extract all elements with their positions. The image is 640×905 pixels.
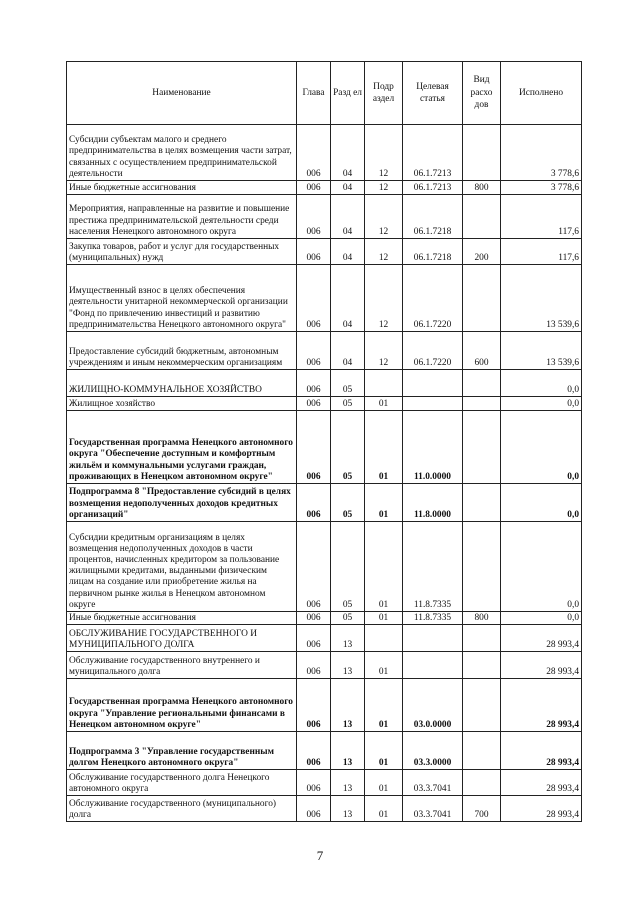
row-subsection: 01 bbox=[365, 679, 403, 732]
row-name: Государственная программа Ненецкого автономного округа "Управление региональными финансами в Ненецком автономном округе" bbox=[67, 679, 297, 732]
row-executed: 117,6 bbox=[501, 239, 582, 265]
row-chapter: 006 bbox=[297, 732, 331, 770]
row-section: 13 bbox=[331, 796, 365, 822]
table-row bbox=[67, 522, 582, 612]
row-subsection: 12 bbox=[365, 181, 403, 195]
row-subsection: 12 bbox=[365, 239, 403, 265]
row-subsection: 01 bbox=[365, 770, 403, 796]
row-section: 05 bbox=[331, 484, 365, 522]
row-executed: 0,0 bbox=[501, 484, 582, 522]
row-chapter: 006 bbox=[297, 679, 331, 732]
row-section: 13 bbox=[331, 770, 365, 796]
row-expense-type bbox=[463, 411, 501, 484]
row-name: ОБСЛУЖИВАНИЕ ГОСУДАРСТВЕННОГО И МУНИЦИПАЛЬНОГО ДОЛГА bbox=[67, 625, 297, 652]
row-subsection: 01 bbox=[365, 522, 403, 612]
row-section: 13 bbox=[331, 625, 365, 652]
row-expense-type: 800 bbox=[463, 612, 501, 625]
row-target: 06.1.7220 bbox=[403, 332, 463, 370]
table-row bbox=[67, 195, 582, 239]
row-executed: 13 539,6 bbox=[501, 265, 582, 332]
row-executed: 28 993,4 bbox=[501, 625, 582, 652]
row-expense-type bbox=[463, 770, 501, 796]
row-name: Закупка товаров, работ и услуг для государственных (муниципальных) нужд bbox=[67, 239, 297, 265]
row-chapter: 006 bbox=[297, 796, 331, 822]
table-row bbox=[67, 796, 582, 822]
row-name: Мероприятия, направленные на развитие и повышение престижа предпринимательской деятельности среди населения Ненецкого автономного округа bbox=[67, 195, 297, 239]
row-target: 03.3.7041 bbox=[403, 796, 463, 822]
row-executed: 28 993,4 bbox=[501, 770, 582, 796]
row-chapter: 006 bbox=[297, 265, 331, 332]
row-chapter: 006 bbox=[297, 411, 331, 484]
row-expense-type: 800 bbox=[463, 181, 501, 195]
row-target: 06.1.7213 bbox=[403, 181, 463, 195]
row-section: 13 bbox=[331, 652, 365, 679]
row-chapter: 006 bbox=[297, 125, 331, 181]
row-target: 11.8.7335 bbox=[403, 522, 463, 612]
row-name: Субсидии кредитным организациям в целях возмещения недополученных доходов в части процентов, начисленных кредитором за пользование жилищными кредитами, выданными физическим лицам на создание или приобретение жилья на первичном рынке жилья в Ненецком автономном округе bbox=[67, 522, 297, 612]
row-executed: 28 993,4 bbox=[501, 732, 582, 770]
row-expense-type bbox=[463, 265, 501, 332]
table-row bbox=[67, 484, 582, 522]
row-chapter: 006 bbox=[297, 652, 331, 679]
table-row bbox=[67, 397, 582, 411]
header-chapter: Глава bbox=[297, 62, 331, 125]
row-chapter: 006 bbox=[297, 612, 331, 625]
row-name: Имущественный взнос в целях обеспечения деятельности унитарной некоммерческой организации "Фонд по привлечению инвестиций и развитию предпринимательства Ненецкого автономного округа" bbox=[67, 265, 297, 332]
row-name: Государственная программа Ненецкого автономного округа "Обеспечение доступным и комфортным жильём и коммунальными услугами граждан, проживающих в Ненецком автономном округе" bbox=[67, 411, 297, 484]
row-chapter: 006 bbox=[297, 195, 331, 239]
row-section: 05 bbox=[331, 522, 365, 612]
row-chapter: 006 bbox=[297, 397, 331, 411]
row-section: 05 bbox=[331, 397, 365, 411]
row-chapter: 006 bbox=[297, 770, 331, 796]
header-name: Наименование bbox=[67, 62, 297, 125]
row-subsection: 01 bbox=[365, 411, 403, 484]
row-name: Обслуживание государственного (муниципального) долга bbox=[67, 796, 297, 822]
table-row bbox=[67, 239, 582, 265]
page-number: 7 bbox=[316, 848, 324, 863]
row-section: 05 bbox=[331, 370, 365, 397]
row-section: 04 bbox=[331, 181, 365, 195]
row-expense-type: 600 bbox=[463, 332, 501, 370]
row-target: 03.0.0000 bbox=[403, 679, 463, 732]
header-target: Целевая статья bbox=[403, 62, 463, 125]
row-executed: 0,0 bbox=[501, 370, 582, 397]
row-chapter: 006 bbox=[297, 370, 331, 397]
row-name: Иные бюджетные ассигнования bbox=[67, 612, 297, 625]
row-section: 13 bbox=[331, 679, 365, 732]
row-subsection: 01 bbox=[365, 484, 403, 522]
row-expense-type bbox=[463, 522, 501, 612]
table-row bbox=[67, 625, 582, 652]
row-chapter: 006 bbox=[297, 625, 331, 652]
row-executed: 28 993,4 bbox=[501, 652, 582, 679]
row-chapter: 006 bbox=[297, 522, 331, 612]
row-name: Обслуживание государственного внутреннего и муниципального долга bbox=[67, 652, 297, 679]
row-target bbox=[403, 625, 463, 652]
row-target: 06.1.7218 bbox=[403, 239, 463, 265]
row-executed: 0,0 bbox=[501, 397, 582, 411]
row-target bbox=[403, 397, 463, 411]
row-target: 06.1.7218 bbox=[403, 195, 463, 239]
table-row bbox=[67, 652, 582, 679]
table-row bbox=[67, 125, 582, 181]
row-chapter: 006 bbox=[297, 181, 331, 195]
row-subsection: 01 bbox=[365, 397, 403, 411]
row-name: Иные бюджетные ассигнования bbox=[67, 181, 297, 195]
row-name: Субсидии субъектам малого и среднего предпринимательства в целях возмещения части затрат, связанных с осуществлением предпринимательской деятельности bbox=[67, 125, 297, 181]
header-section: Разд ел bbox=[331, 62, 365, 125]
row-target: 06.1.7220 bbox=[403, 265, 463, 332]
row-expense-type bbox=[463, 195, 501, 239]
row-expense-type bbox=[463, 732, 501, 770]
table-row bbox=[67, 370, 582, 397]
row-executed: 117,6 bbox=[501, 195, 582, 239]
table-row bbox=[67, 332, 582, 370]
row-subsection: 01 bbox=[365, 732, 403, 770]
table-row bbox=[67, 181, 582, 195]
row-section: 04 bbox=[331, 195, 365, 239]
row-expense-type bbox=[463, 625, 501, 652]
row-executed: 28 993,4 bbox=[501, 796, 582, 822]
table-header-row bbox=[67, 62, 582, 125]
row-target: 11.8.0000 bbox=[403, 484, 463, 522]
row-expense-type: 700 bbox=[463, 796, 501, 822]
row-subsection: 12 bbox=[365, 195, 403, 239]
header-executed: Исполнено bbox=[501, 62, 582, 125]
row-subsection: 12 bbox=[365, 125, 403, 181]
row-executed: 13 539,6 bbox=[501, 332, 582, 370]
row-expense-type bbox=[463, 397, 501, 411]
row-target: 06.1.7213 bbox=[403, 125, 463, 181]
row-expense-type bbox=[463, 679, 501, 732]
row-target: 03.3.0000 bbox=[403, 732, 463, 770]
row-section: 04 bbox=[331, 265, 365, 332]
row-expense-type bbox=[463, 652, 501, 679]
row-name: Обслуживание государственного долга Ненецкого автономного округа bbox=[67, 770, 297, 796]
row-subsection: 01 bbox=[365, 612, 403, 625]
table-row bbox=[67, 612, 582, 625]
row-section: 05 bbox=[331, 612, 365, 625]
table-row bbox=[67, 770, 582, 796]
table-row bbox=[67, 265, 582, 332]
row-expense-type bbox=[463, 370, 501, 397]
row-name: Подпрограмма 3 "Управление государственным долгом Ненецкого автономного округа" bbox=[67, 732, 297, 770]
row-subsection: 12 bbox=[365, 332, 403, 370]
header-expense-type: Вид расхо дов bbox=[463, 62, 501, 125]
row-section: 04 bbox=[331, 239, 365, 265]
row-target: 11.8.7335 bbox=[403, 612, 463, 625]
row-subsection: 01 bbox=[365, 796, 403, 822]
row-target bbox=[403, 652, 463, 679]
table-body bbox=[67, 125, 582, 822]
row-executed: 0,0 bbox=[501, 612, 582, 625]
row-name: Предоставление субсидий бюджетным, автономным учреждениям и иным некоммерческим организациям bbox=[67, 332, 297, 370]
row-target bbox=[403, 370, 463, 397]
row-executed: 3 778,6 bbox=[501, 125, 582, 181]
row-section: 04 bbox=[331, 332, 365, 370]
row-subsection: 01 bbox=[365, 652, 403, 679]
row-executed: 0,0 bbox=[501, 522, 582, 612]
row-expense-type bbox=[463, 125, 501, 181]
row-executed: 0,0 bbox=[501, 411, 582, 484]
table-row bbox=[67, 411, 582, 484]
row-expense-type bbox=[463, 484, 501, 522]
row-name: Подпрограмма 8 "Предоставление субсидий в целях возмещения недополученных доходов кредитных организаций" bbox=[67, 484, 297, 522]
row-executed: 28 993,4 bbox=[501, 679, 582, 732]
row-chapter: 006 bbox=[297, 239, 331, 265]
row-name: ЖИЛИЩНО-КОММУНАЛЬНОЕ ХОЗЯЙСТВО bbox=[67, 370, 297, 397]
row-subsection bbox=[365, 370, 403, 397]
row-subsection bbox=[365, 625, 403, 652]
row-subsection: 12 bbox=[365, 265, 403, 332]
table-row bbox=[67, 732, 582, 770]
row-chapter: 006 bbox=[297, 484, 331, 522]
row-section: 04 bbox=[331, 125, 365, 181]
row-section: 05 bbox=[331, 411, 365, 484]
row-target: 03.3.7041 bbox=[403, 770, 463, 796]
row-section: 13 bbox=[331, 732, 365, 770]
row-name: Жилищное хозяйство bbox=[67, 397, 297, 411]
header-subsection: Подр аздел bbox=[365, 62, 403, 125]
row-executed: 3 778,6 bbox=[501, 181, 582, 195]
row-chapter: 006 bbox=[297, 332, 331, 370]
row-target: 11.0.0000 bbox=[403, 411, 463, 484]
budget-table bbox=[66, 61, 582, 822]
row-expense-type: 200 bbox=[463, 239, 501, 265]
table-row bbox=[67, 679, 582, 732]
